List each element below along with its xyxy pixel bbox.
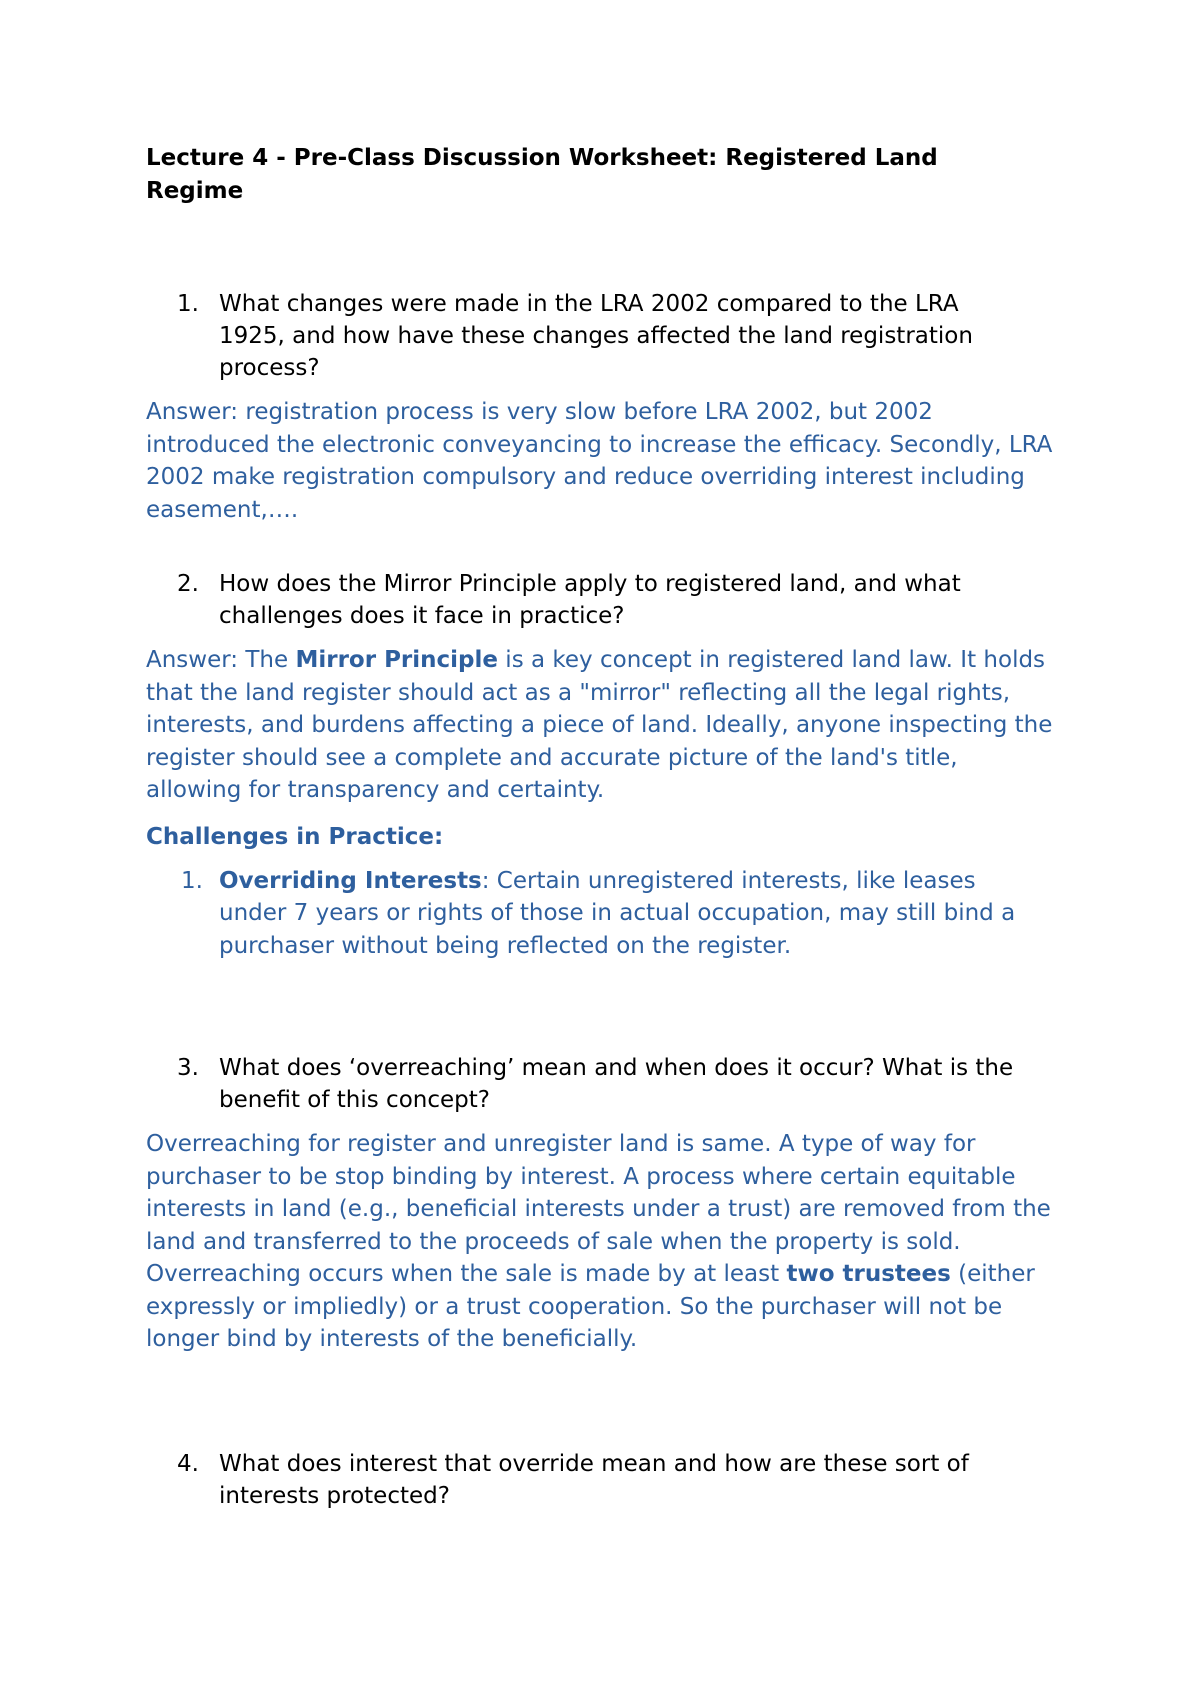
answer-2-rest: is a key concept in registered land law. It holds that the land register should act as a "mirror" reflecting all the legal rights, interests, and burdens affecting a piece of land. Ideally, anyone inspecting the register should see a complete and accurate picture of the land's title, allowing for transparency and certainty. [146, 647, 1053, 803]
answer-3 [146, 1128, 1056, 1356]
question-1-number: 1. [177, 291, 199, 317]
question-3-text: What does ‘overreaching’ mean and when does it occur? What is the benefit of this concept? [219, 1055, 1014, 1113]
question-2-number: 2. [177, 571, 199, 597]
challenge-item-1 [146, 865, 1070, 963]
question-3 [146, 1052, 1070, 1116]
challenge-item-1-text: : Certain unregistered interests, like leases under 7 years or rights of those in actual occupation, may still bind a purchaser without being reflected on the register. [219, 867, 1016, 959]
answer-3-term: two trustees [786, 1261, 951, 1287]
answer-2-prefix: Answer: The [146, 647, 296, 673]
answer-3-part1: Overreaching for register and unregister land is same. A type of way for purchaser to be stop binding by interest. A process where certain equitable interests in land (e.g., beneficial interests under a trust) are removed from the land and transferred to the proceeds of sale when the property is sold. Overreaching occurs when the sale is made by at least [146, 1131, 1051, 1287]
answer-3-part2: (either expressly or impliedly) or a trust cooperation. So the purchaser will not be longer bind by interests of the beneficially. [146, 1261, 1035, 1352]
question-4-text: What does interest that override mean and how are these sort of interests protected? [219, 1450, 969, 1509]
question-2-text: How does the Mirror Principle apply to registered land, and what challenges does it face in practice? [219, 571, 961, 629]
question-3-number: 3. [177, 1055, 199, 1081]
challenge-item-1-term: Overriding Interests [219, 867, 482, 894]
answer-1: Answer: registration process is very slow before LRA 2002, but 2002 introduced the electronic conveyancing to increase the efficacy. Secondly, LRA 2002 make registration compulsory and reduce overriding interest including easement,…. [146, 399, 1053, 523]
question-4 [146, 1448, 1070, 1512]
answer-2 [146, 644, 1056, 807]
answer-2-term: Mirror Principle [295, 647, 498, 673]
question-4-number: 4. [177, 1450, 199, 1477]
challenges-heading: Challenges in Practice: [146, 823, 444, 850]
question-1 [146, 288, 1070, 384]
question-2 [146, 568, 1070, 632]
question-1-text: What changes were made in the LRA 2002 compared to the LRA 1925, and how have these changes affected the land registration process? [219, 291, 973, 381]
challenge-item-1-number: 1. [181, 867, 203, 894]
page-title: Lecture 4 - Pre-Class Discussion Worksheet: Registered Land Regime [146, 145, 938, 204]
